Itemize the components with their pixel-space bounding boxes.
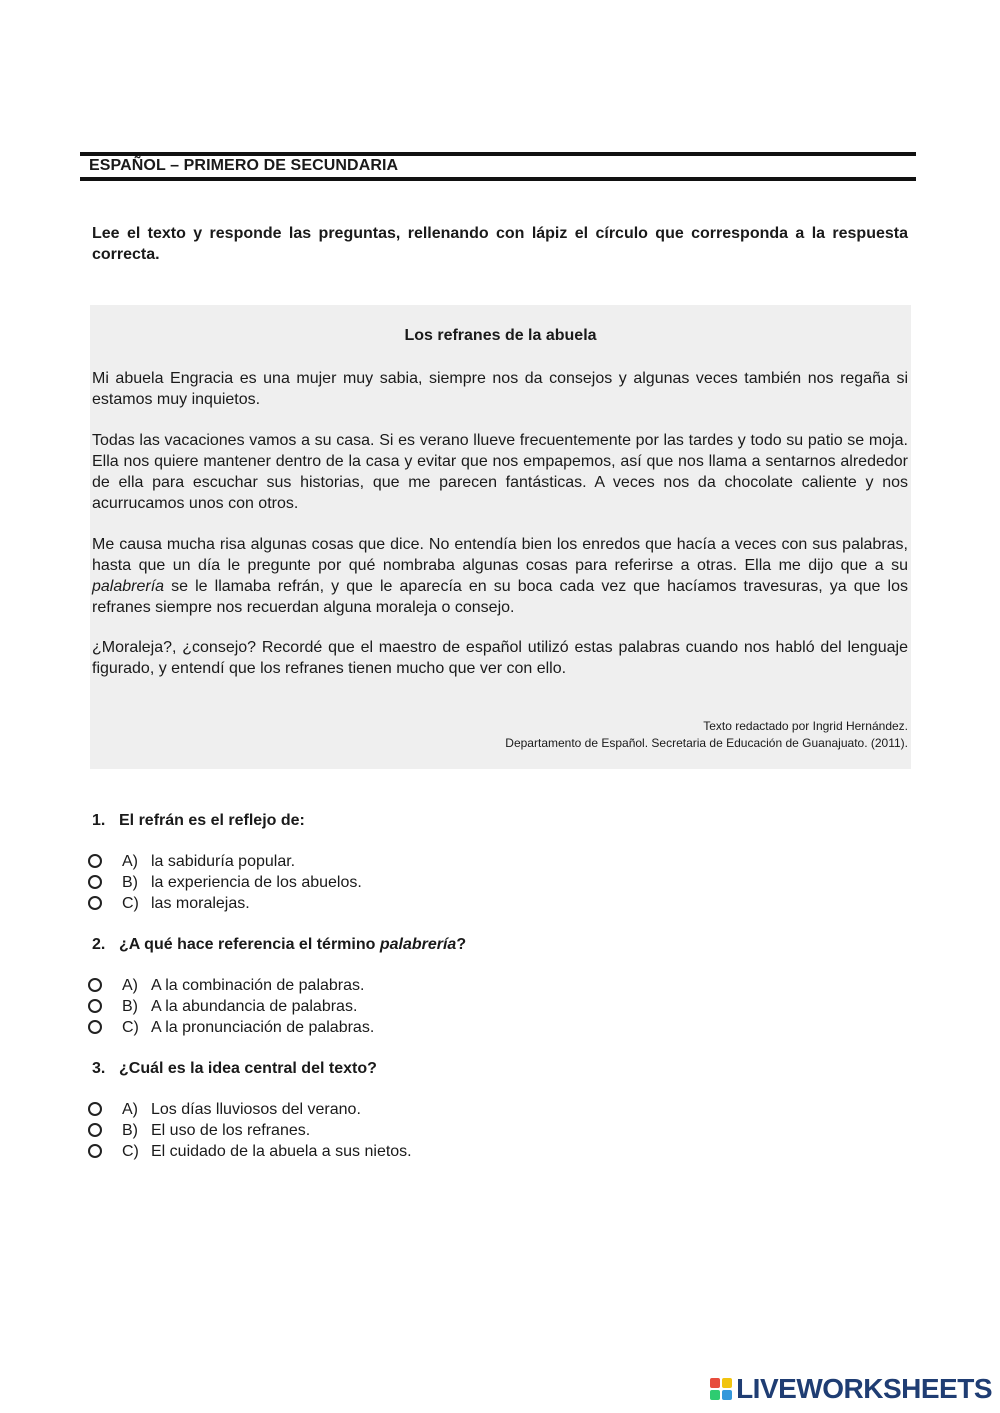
logo-grid-icon: [710, 1378, 732, 1400]
instructions: Lee el texto y responde las preguntas, rellenando con lápiz el círculo que corresponda a la respuesta correcta.: [92, 225, 908, 263]
paragraph-3: Me causa mucha risa algunas cosas que dice. No entendía bien los enredos que hacía a veces con sus palabras, hasta que un día le pregunte por qué nombraba algunas cosas para referirse a otras. Ella me dijo que a su palabrería se le llamaba refrán, y que le aparecía en su boca cada vez que hacíamos travesuras, ya que los refranes siempre nos recuerdan alguna moraleja o consejo.: [92, 536, 908, 616]
page-title: ESPAÑOL – PRIMERO DE SECUNDARIA: [89, 157, 399, 174]
radio-circle-icon[interactable]: [88, 1144, 102, 1158]
paragraph-1: Mi abuela Engracia es una mujer muy sabia, siempre nos da consejos y algunas veces también nos regaña si estamos muy inquietos.: [92, 370, 908, 408]
credit-author: Texto redactado por Ingrid Hernández.: [703, 719, 908, 733]
paragraph-4: ¿Moraleja?, ¿consejo? Recordé que el maestro de español utilizó estas palabras cuando nos habló del lenguaje figurado, y entendí que los refranes tienen mucho que ver con ello.: [92, 639, 908, 677]
logo-text: LIVEWORKSHEETS: [736, 1373, 992, 1404]
radio-circle-icon[interactable]: [88, 1020, 102, 1034]
question-3: 3. ¿Cuál es la idea central del texto?: [92, 1060, 377, 1077]
radio-circle-icon[interactable]: [88, 999, 102, 1013]
radio-circle-icon[interactable]: [88, 875, 102, 889]
reading-passage: [90, 305, 911, 769]
header-bottom-rule: [80, 177, 916, 181]
question-1: 1. El refrán es el reflejo de:: [92, 812, 305, 829]
radio-circle-icon[interactable]: [88, 1102, 102, 1116]
liveworksheets-logo: [710, 1373, 992, 1405]
reading-title: Los refranes de la abuela: [404, 327, 597, 344]
radio-circle-icon[interactable]: [88, 1123, 102, 1137]
paragraph-2: Todas las vacaciones vamos a su casa. Si es verano llueve frecuentemente por las tardes y todo su patio se moja. Ella nos quiere mantener dentro de la casa y evitar que nos empapemos, así que nos llama a sentarnos alrededor de ella para escuchar sus historias, que me parecen fantásticas. A veces nos da chocolate caliente y nos acurrucamos unos con otros.: [92, 432, 908, 512]
radio-circle-icon[interactable]: [88, 896, 102, 910]
radio-circle-icon[interactable]: [88, 978, 102, 992]
radio-circle-icon[interactable]: [88, 854, 102, 868]
header-top-rule: [80, 152, 916, 156]
credit-source: Departamento de Español. Secretaria de Educación de Guanajuato. (2011).: [505, 736, 908, 750]
question-2: 2. ¿A qué hace referencia el término palabrería?: [92, 936, 467, 953]
